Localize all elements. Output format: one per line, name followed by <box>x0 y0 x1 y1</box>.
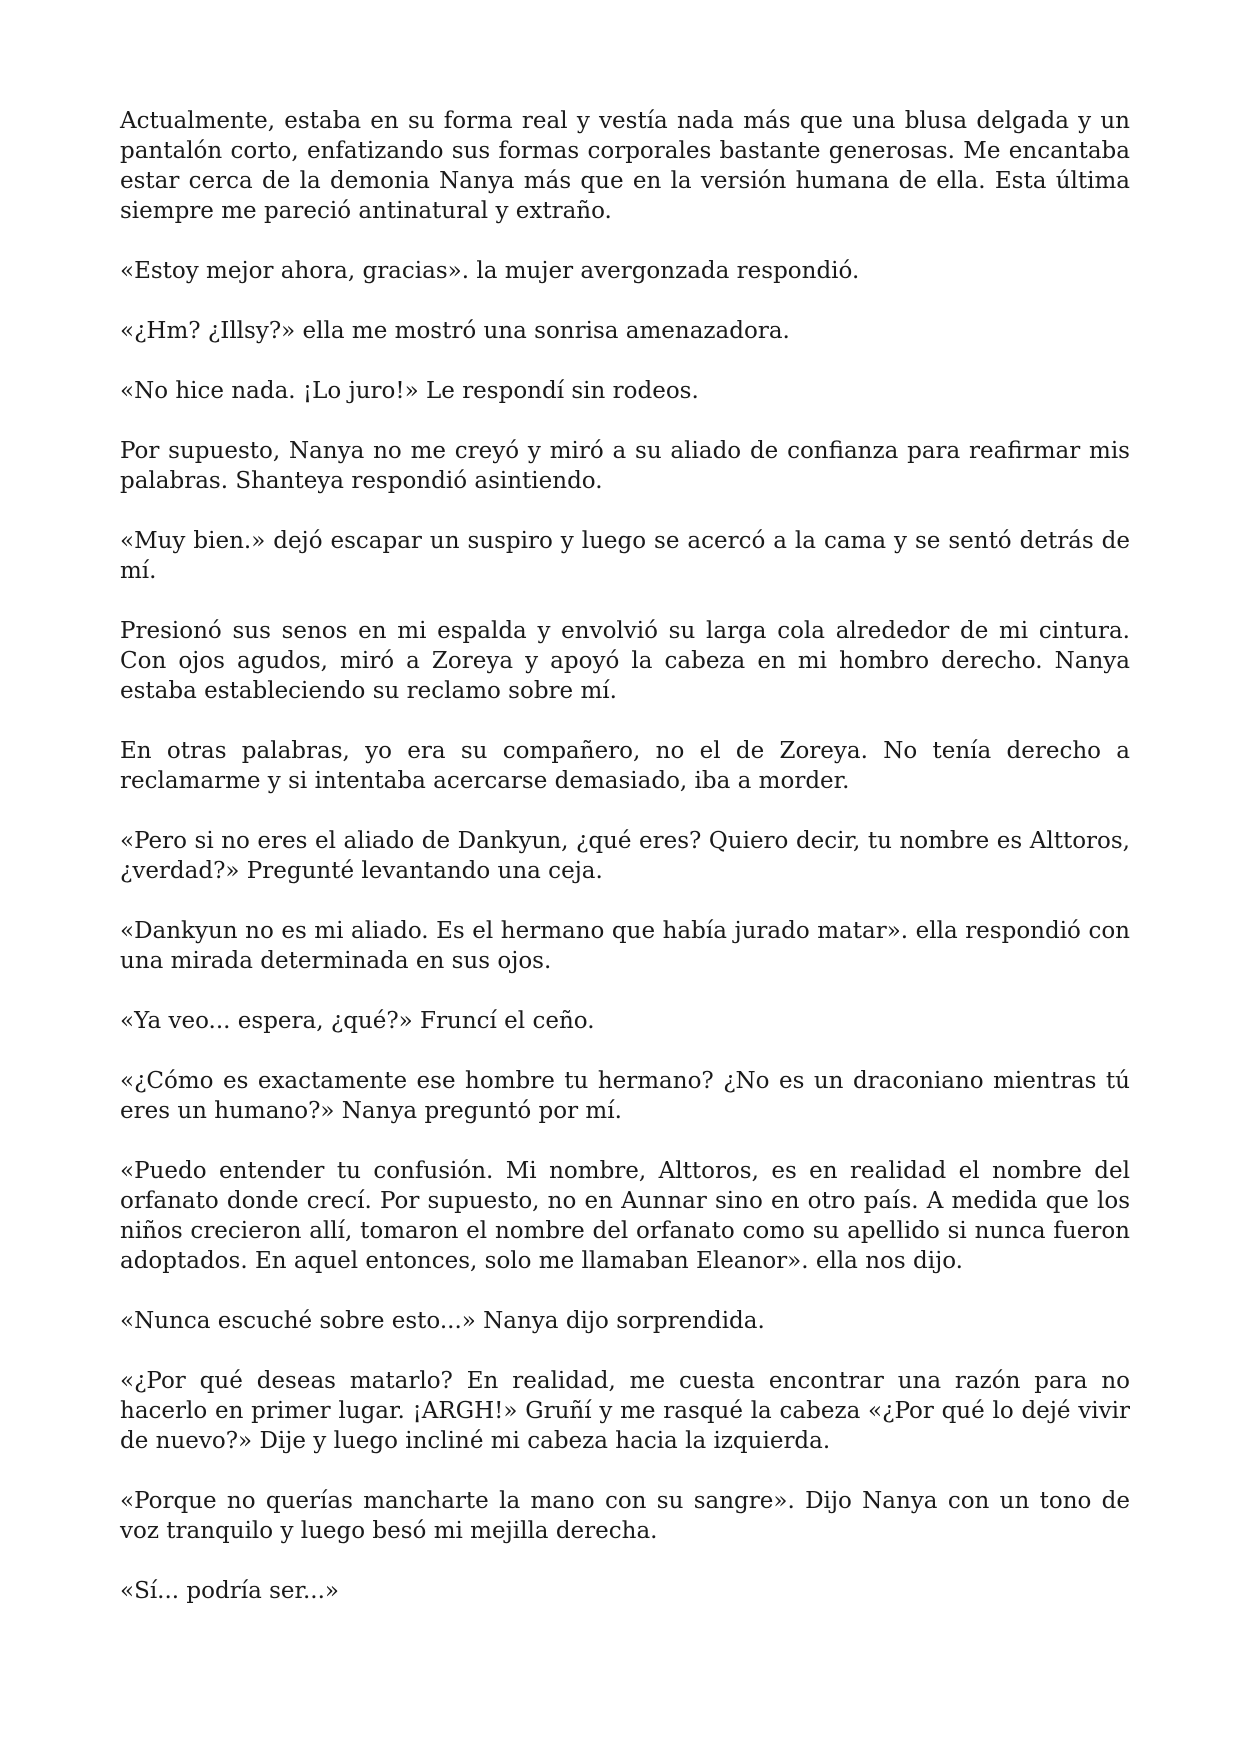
paragraph: Presionó sus senos en mi espalda y envolvió su larga cola alrededor de mi cintura. Con ojos agudos, miró a Zoreya y apoyó la cabeza en mi hombro derecho. Nanya estaba estableciendo su reclamo sobre mí. <box>120 618 1130 704</box>
paragraph: «¿Por qué deseas matarlo? En realidad, me cuesta encontrar una razón para no hacerlo en primer lugar. ¡ARGH!» Gruñí y me rasqué la cabeza «¿Por qué lo dejé vivir de nuevo?» Dije y luego incliné mi cabeza hacia la izquierda. <box>120 1368 1130 1454</box>
paragraph: «Porque no querías mancharte la mano con su sangre». Dijo Nanya con un tono de voz tranquilo y luego besó mi mejilla derecha. <box>120 1488 1130 1544</box>
paragraph: «Dankyun no es mi aliado. Es el hermano que había jurado matar». ella respondió con una mirada determinada en sus ojos. <box>120 918 1130 974</box>
paragraph: Por supuesto, Nanya no me creyó y miró a su aliado de confianza para reafirmar mis palabras. Shanteya respondió asintiendo. <box>120 438 1130 494</box>
paragraph: «¿Cómo es exactamente ese hombre tu hermano? ¿No es un draconiano mientras tú eres un humano?» Nanya preguntó por mí. <box>120 1068 1130 1124</box>
paragraph: «Sí... podría ser...» <box>120 1578 339 1604</box>
paragraph: En otras palabras, yo era su compañero, no el de Zoreya. No tenía derecho a reclamarme y si intentaba acercarse demasiado, iba a morder. <box>120 738 1130 794</box>
paragraph: «Puedo entender tu confusión. Mi nombre, Alttoros, es en realidad el nombre del orfanato donde crecí. Por supuesto, no en Aunnar sino en otro país. A medida que los niños crecieron allí, tomaron el nombre del orfanato como su apellido si nunca fueron adoptados. En aquel entonces, solo me llamaban Eleanor». ella nos dijo. <box>120 1158 1130 1274</box>
paragraph: «Nunca escuché sobre esto...» Nanya dijo sorprendida. <box>120 1308 765 1334</box>
paragraph: «Estoy mejor ahora, gracias». la mujer avergonzada respondió. <box>120 258 860 284</box>
paragraph: Actualmente, estaba en su forma real y vestía nada más que una blusa delgada y un pantalón corto, enfatizando sus formas corporales bastante generosas. Me encantaba estar cerca de la demonia Nanya más que en la versión humana de ella. Esta última siempre me pareció antinatural y extraño. <box>120 108 1130 224</box>
page-text <box>120 106 1130 1636</box>
paragraph: «Muy bien.» dejó escapar un suspiro y luego se acercó a la cama y se sentó detrás de mí. <box>120 528 1130 584</box>
paragraph: «¿Hm? ¿Illsy?» ella me mostró una sonrisa amenazadora. <box>120 318 790 344</box>
paragraph: «No hice nada. ¡Lo juro!» Le respondí sin rodeos. <box>120 378 699 404</box>
paragraph: «Pero si no eres el aliado de Dankyun, ¿qué eres? Quiero decir, tu nombre es Alttoros, ¿verdad?» Pregunté levantando una ceja. <box>120 828 1130 884</box>
paragraph: «Ya veo... espera, ¿qué?» Fruncí el ceño. <box>120 1008 595 1034</box>
